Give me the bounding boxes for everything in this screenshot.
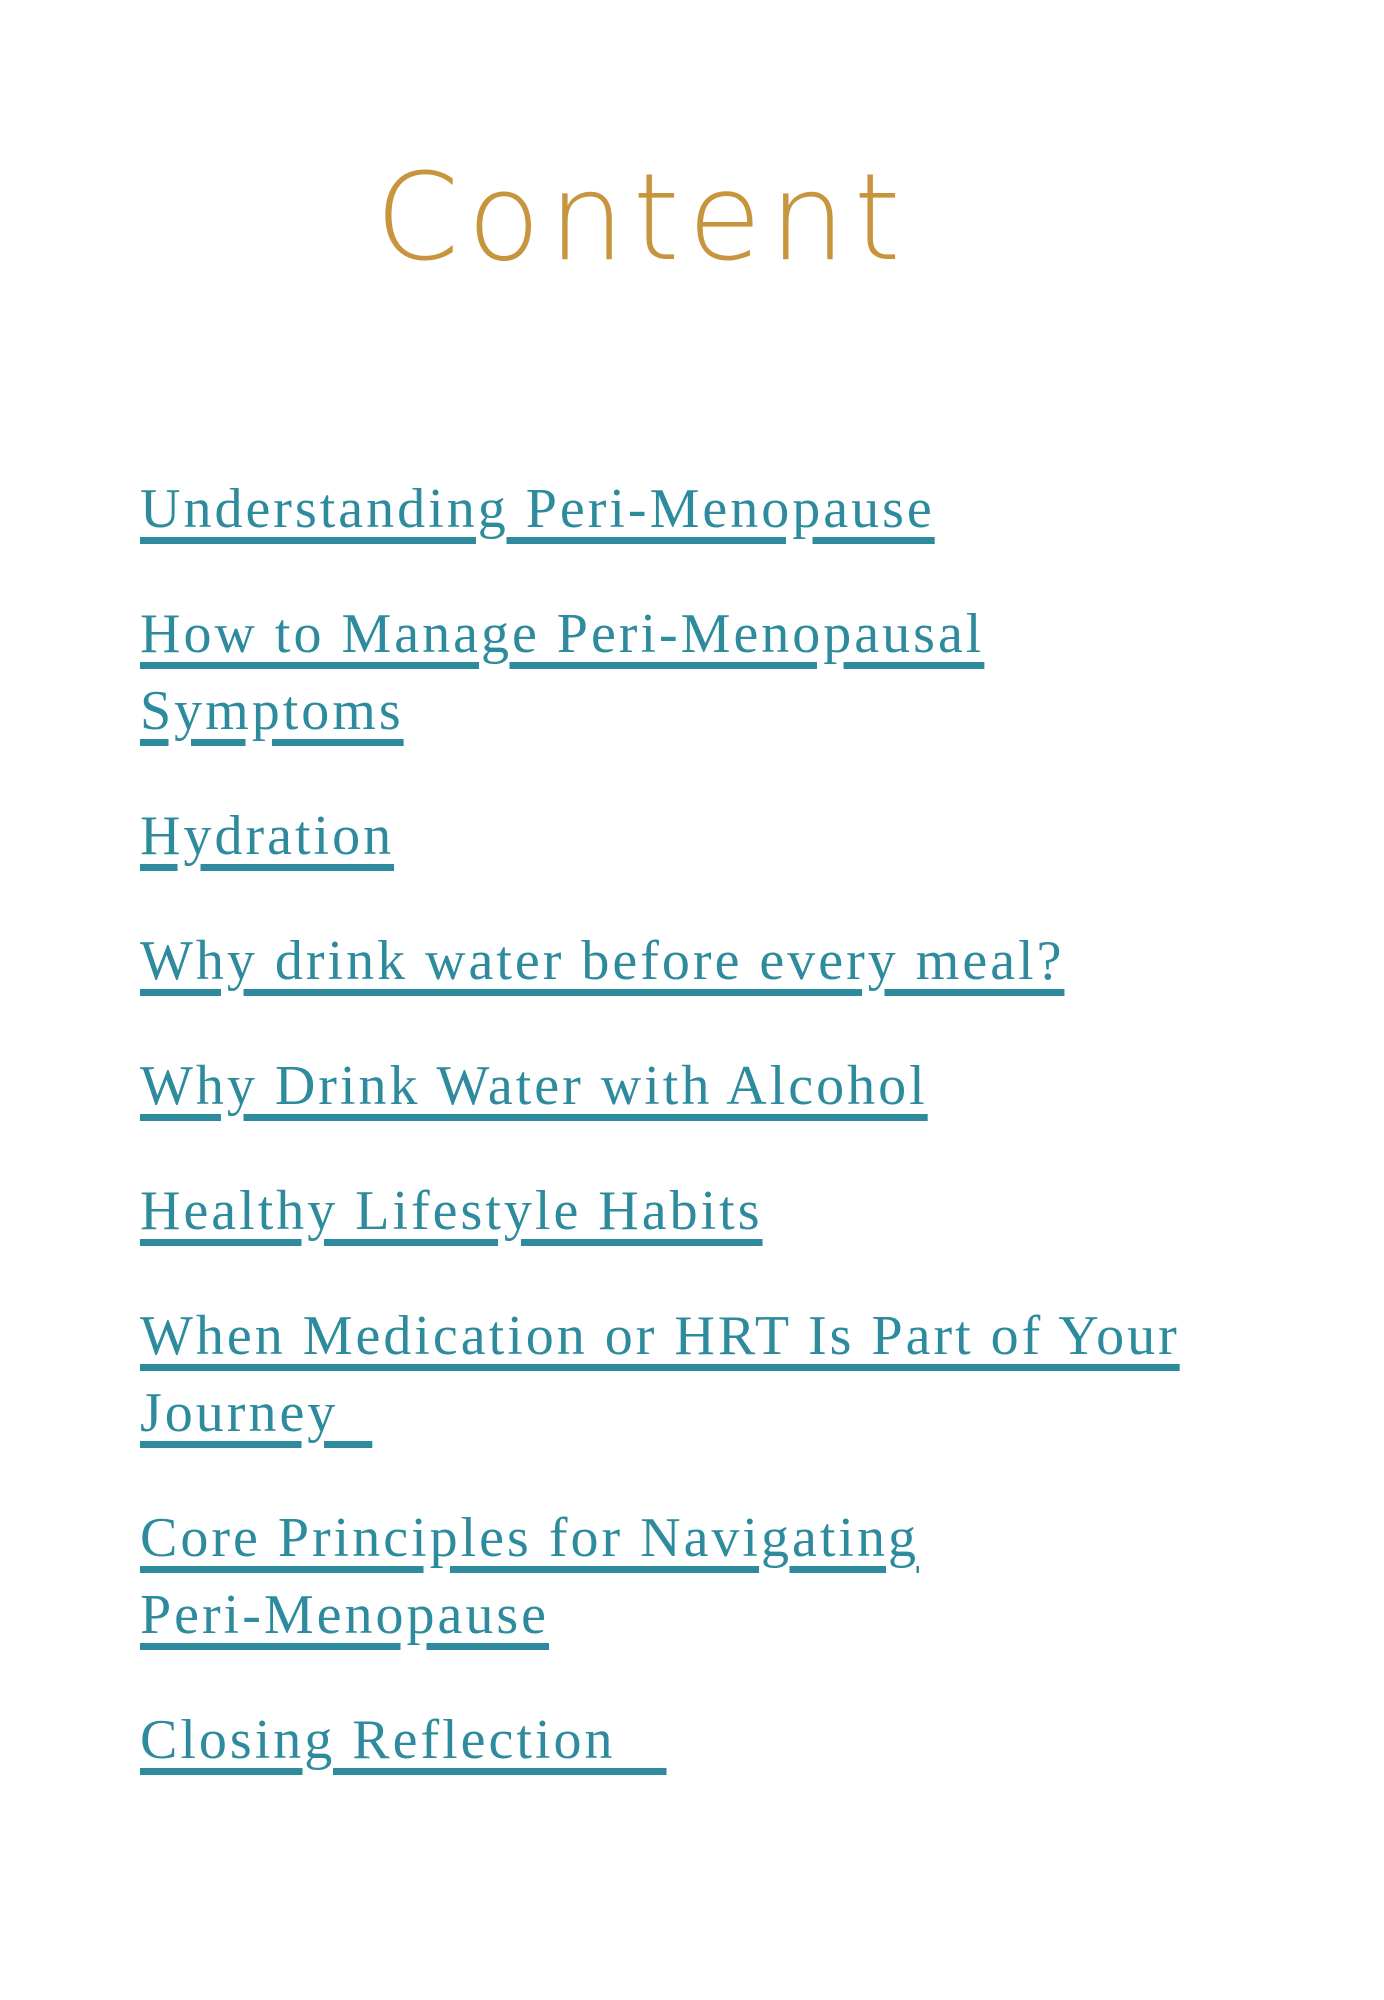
toc-item: [140, 1702, 1284, 1779]
toc-link-why-drink-water-with-alcohol[interactable]: Why Drink Water with Alcohol: [140, 1055, 928, 1117]
toc-item: [140, 471, 1284, 548]
toc-link-healthy-lifestyle-habits[interactable]: Healthy Lifestyle Habits: [140, 1180, 763, 1242]
toc-item: [140, 1173, 1284, 1250]
toc-item: [140, 1500, 1284, 1654]
toc-link-how-to-manage-peri-menopausal-symptoms[interactable]: How to Manage Peri-Menopausal Symptoms: [140, 603, 985, 742]
toc-link-why-drink-water-before-every-meal[interactable]: Why drink water before every meal?: [140, 930, 1065, 992]
toc-link-hydration[interactable]: Hydration: [140, 805, 395, 867]
toc-item: [140, 596, 1284, 750]
toc-item: [140, 923, 1284, 1000]
toc-link-understanding-peri-menopause[interactable]: Understanding Peri-Menopause: [140, 478, 935, 540]
toc-link-core-principles-for-navigating-peri-menopause[interactable]: Core Principles for Navigating Peri-Menopause: [140, 1507, 919, 1646]
table-of-contents: [0, 471, 1384, 1779]
toc-item: [140, 1298, 1284, 1452]
toc-item: [140, 1048, 1284, 1125]
toc-link-closing-reflection[interactable]: Closing Reflection: [140, 1709, 667, 1771]
toc-item: [140, 798, 1284, 875]
page-title: Content: [375, 149, 909, 288]
toc-link-when-medication-or-hrt-is-part-of-your-journey[interactable]: When Medication or HRT Is Part of Your Journey: [140, 1305, 1180, 1444]
